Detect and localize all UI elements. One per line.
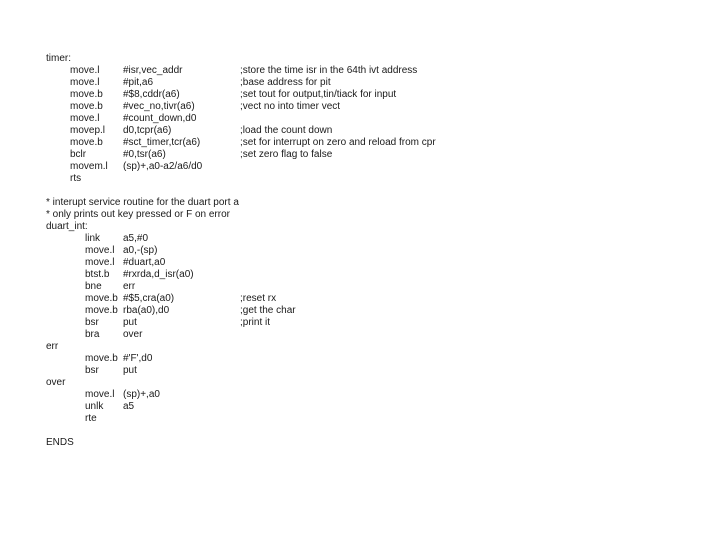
code-line: [0, 101, 720, 113]
code-opcode: bclr: [70, 149, 87, 160]
code-opcode: movep.l: [70, 125, 106, 136]
duart-label-row: [0, 221, 720, 233]
code-opcode: btst.b: [85, 269, 110, 280]
code-line: [0, 353, 720, 365]
code-opcode: bsr: [85, 317, 99, 328]
code-operands: #$5,cra(a0): [123, 293, 175, 304]
code-opcode: link: [85, 233, 101, 244]
code-comment: ;reset rx: [240, 293, 277, 304]
code-label: err: [46, 341, 59, 352]
comment-line: [0, 209, 720, 221]
code-operands: #rxrda,d_isr(a0): [123, 269, 194, 280]
code-comment: ;print it: [240, 317, 271, 328]
code-opcode: move.l: [70, 113, 100, 124]
code-operands: d0,tcpr(a6): [123, 125, 172, 136]
code-line: [0, 413, 720, 425]
code-line: [0, 173, 720, 185]
end-label-row: [0, 437, 720, 449]
code-opcode: move.l: [85, 389, 115, 400]
timer-label-row: [0, 53, 720, 65]
code-opcode: move.l: [70, 65, 100, 76]
code-line: [0, 257, 720, 269]
comment-line: [0, 197, 720, 209]
code-opcode: move.b: [70, 101, 103, 112]
code-operands: put: [123, 365, 137, 376]
code-operands: err: [123, 281, 136, 292]
code-comment: ;base address for pit: [240, 77, 331, 88]
over-label-row: [0, 377, 720, 389]
code-line: [0, 233, 720, 245]
code-operands: a5,#0: [123, 233, 149, 244]
code-label: ENDS: [46, 437, 74, 448]
code-comment: ;get the char: [240, 305, 296, 316]
code-opcode: move.b: [85, 293, 118, 304]
code-line: [0, 317, 720, 329]
code-line: [0, 89, 720, 101]
code-operands: a5: [123, 401, 135, 412]
code-operands: over: [123, 329, 143, 340]
code-line: [0, 137, 720, 149]
code-line: [0, 125, 720, 137]
code-comment: ;store the time isr in the 64th ivt address: [240, 65, 418, 76]
code-opcode: unlk: [85, 401, 104, 412]
code-operands: #isr,vec_addr: [123, 65, 183, 76]
code-operands: (sp)+,a0-a2/a6/d0: [123, 161, 203, 172]
code-opcode: bne: [85, 281, 102, 292]
code-line: [0, 329, 720, 341]
code-operands: #$8,cddr(a6): [123, 89, 180, 100]
code-operands: #0,tsr(a6): [123, 149, 166, 160]
code-line: [0, 365, 720, 377]
code-label: duart_int:: [46, 221, 88, 232]
code-line: [0, 161, 720, 173]
code-opcode: move.b: [85, 305, 118, 316]
code-comment: ;set zero flag to false: [240, 149, 333, 160]
code-opcode: movem.l: [70, 161, 108, 172]
code-operands: #duart,a0: [123, 257, 166, 268]
err-label-row: [0, 341, 720, 353]
code-opcode: move.l: [70, 77, 100, 88]
code-line: [0, 305, 720, 317]
code-operands: rba(a0),d0: [123, 305, 170, 316]
code-opcode: move.l: [85, 245, 115, 256]
code-line: [0, 401, 720, 413]
code-opcode: bra: [85, 329, 100, 340]
code-comment: ;load the count down: [240, 125, 333, 136]
code-line: [0, 65, 720, 77]
code-opcode: rte: [85, 413, 97, 424]
code-label: timer:: [46, 53, 71, 64]
code-operands: #count_down,d0: [123, 113, 197, 124]
code-opcode: move.b: [70, 89, 103, 100]
code-comment: * only prints out key pressed or F on error: [46, 209, 230, 220]
code-operands: (sp)+,a0: [123, 389, 160, 400]
code-comment: * interupt service routine for the duart port a: [46, 197, 239, 208]
code-line: [0, 389, 720, 401]
code-line: [0, 293, 720, 305]
code-opcode: rts: [70, 173, 82, 184]
code-operands: #sct_timer,tcr(a6): [123, 137, 201, 148]
code-operands: a0,-(sp): [123, 245, 158, 256]
code-comment: ;vect no into timer vect: [240, 101, 341, 112]
code-opcode: bsr: [85, 365, 99, 376]
code-comment: ;set tout for output,tin/tiack for input: [240, 89, 397, 100]
code-operands: #pit,a6: [123, 77, 154, 88]
code-line: [0, 245, 720, 257]
code-opcode: move.b: [85, 353, 118, 364]
code-line: [0, 281, 720, 293]
code-label: over: [46, 377, 66, 388]
code-operands: #vec_no,tivr(a6): [123, 101, 195, 112]
code-line: [0, 77, 720, 89]
code-line: [0, 113, 720, 125]
code-operands: put: [123, 317, 137, 328]
code-operands: #'F',d0: [123, 353, 153, 364]
code-opcode: move.b: [70, 137, 103, 148]
code-comment: ;set for interrupt on zero and reload from cpr: [240, 137, 436, 148]
code-line: [0, 149, 720, 161]
code-line: [0, 269, 720, 281]
code-opcode: move.l: [85, 257, 115, 268]
